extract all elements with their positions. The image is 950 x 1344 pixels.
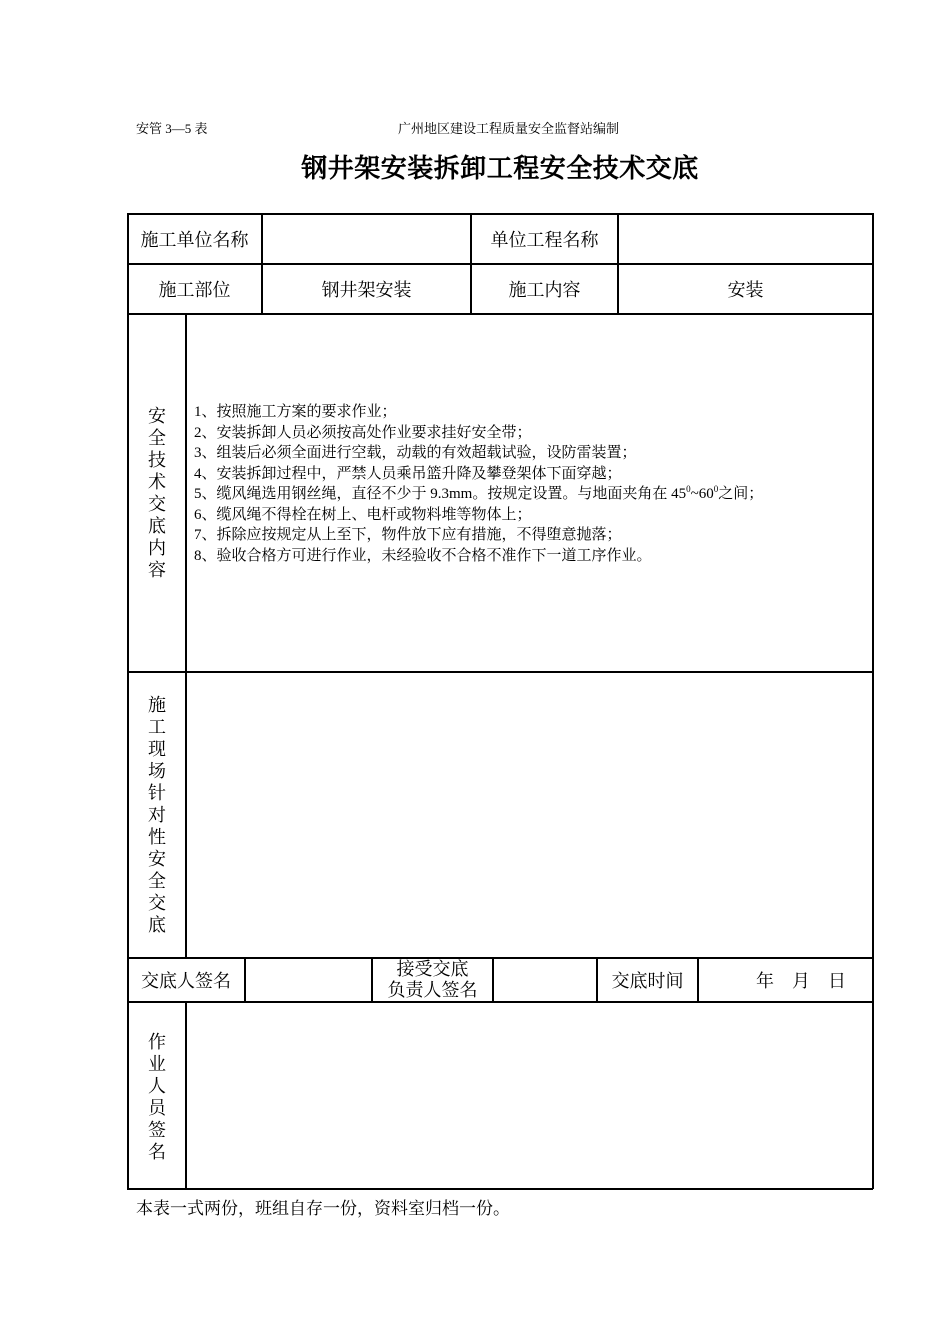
item5-suffix: 之间；: [718, 486, 764, 502]
label-char: 人: [148, 1076, 166, 1096]
item5-prefix: 5、缆风绳选用钢丝绳，直径不少于 9.3mm。按规定设置。与地面夹角在 45: [194, 486, 687, 502]
form-code: 安管 3—5 表: [136, 121, 208, 136]
row-divider: [127, 313, 873, 315]
page-title: [0, 148, 950, 185]
row-divider: [127, 671, 873, 673]
label-char: 底: [148, 915, 166, 935]
workers-section-label: [146, 1031, 168, 1163]
col-divider: [185, 1001, 187, 1189]
label-char: 对: [148, 805, 166, 825]
label-char: 容: [148, 560, 166, 580]
safety-item: 3、组装后必须全面进行空载，动载的有效超载试验，设防雷装置；: [194, 445, 637, 461]
receiver-label-line1: 接受交底: [396, 958, 469, 979]
label-char: 名: [148, 1142, 166, 1162]
label-char: 交: [148, 893, 166, 913]
label-char: 安: [148, 406, 166, 426]
safety-item: 8、验收合格方可进行作业，未经验收不合格不准作下一道工序作业。: [194, 547, 652, 564]
label-char: 底: [148, 516, 166, 536]
site-section-label: [146, 694, 168, 936]
content-label: 施工内容: [508, 280, 581, 300]
date-field[interactable]: 年 月 日: [756, 970, 846, 991]
time-label: 交底时间: [611, 970, 684, 991]
presenter-signature-field[interactable]: [246, 958, 371, 1001]
label-char: 全: [148, 428, 166, 448]
label-char: 作: [148, 1032, 166, 1052]
issuer-text: 广州地区建设工程质量安全监督站编制: [398, 121, 620, 136]
safety-item: 4、安装拆卸过程中，严禁人员乘吊篮升降及攀登架体下面穿越；: [194, 465, 622, 482]
unit-name-field[interactable]: [263, 214, 470, 263]
label-char: 安: [148, 849, 166, 869]
label-char: 业: [148, 1054, 166, 1074]
label-char: 性: [148, 827, 166, 847]
receiver-label: [373, 958, 492, 1001]
site-content-field[interactable]: [188, 674, 871, 956]
safety-content: [194, 402, 763, 566]
label-char: 签: [148, 1120, 166, 1140]
presenter-label: 交底人签名: [141, 970, 231, 991]
label-char: 内: [148, 538, 166, 558]
safety-item: 7、拆除应按规定从上至下，物件放下应有措施，不得堕意抛落；: [194, 527, 622, 543]
safety-section-label: [146, 405, 168, 581]
table-border-right: [872, 213, 874, 1189]
item5-mid: ~60: [690, 486, 714, 502]
label-char: 术: [148, 472, 166, 492]
location-label: 施工部位: [158, 280, 231, 300]
workers-signature-field[interactable]: [188, 1004, 871, 1187]
col-divider: [185, 313, 187, 958]
label-char: 现: [148, 739, 166, 759]
safety-item: 6、缆风绳不得栓在树上、电杆或物料堆等物体上；: [194, 506, 532, 523]
degree-sup: 0: [713, 484, 719, 494]
safety-item: 2、安装拆卸人员必须按高处作业要求挂好安全带；: [194, 424, 532, 441]
footer-note: 本表一式两份，班组自存一份，资料室归档一份。: [136, 1199, 510, 1218]
content-value[interactable]: 安装: [727, 280, 764, 300]
safety-item: [194, 484, 763, 505]
label-char: 场: [148, 761, 166, 781]
table-border-left: [127, 213, 129, 1189]
degree-sup: 0: [686, 484, 691, 494]
label-char: 技: [148, 450, 166, 470]
label-char: 交: [148, 494, 166, 514]
label-char: 针: [148, 783, 166, 803]
receiver-signature-field[interactable]: [494, 958, 596, 1001]
receiver-label-line2: 负责人签名: [387, 979, 478, 1000]
label-char: 全: [148, 871, 166, 891]
label-char: 员: [148, 1098, 166, 1118]
safety-item: 1、按照施工方案的要求作业；: [194, 404, 397, 420]
label-char: 工: [148, 717, 166, 737]
unit-name-label: 施工单位名称: [140, 229, 249, 250]
page-title-text: 钢井架安装拆卸工程安全技术交底: [301, 154, 699, 184]
project-name-field[interactable]: [619, 214, 872, 263]
table-border-bottom: [127, 1188, 873, 1190]
row-divider: [127, 1001, 873, 1003]
location-value[interactable]: 钢井架安装: [321, 280, 412, 300]
project-name-label: 单位工程名称: [490, 229, 599, 250]
label-char: 施: [148, 695, 166, 715]
